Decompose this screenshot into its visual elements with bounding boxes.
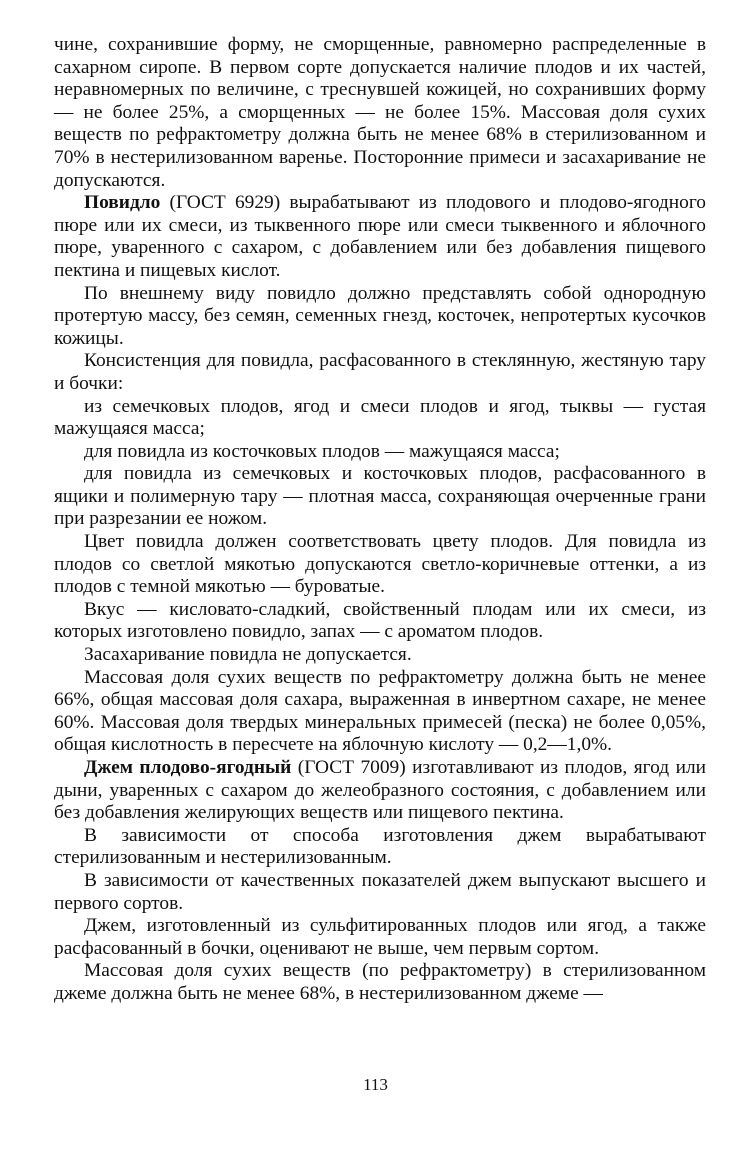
paragraph-continued: чине, сохранившие форму, не сморщенные, равномерно распределенные в сахарном сиропе. В первом сорте допускается наличие плодов и их частей, неравномерных по величине, с треснувшей кожицей, но сохранивших форму — не более 25%, а сморщенных — не более 15%. Массовая доля сухих веществ по рефрактометру должна быть не менее 68% в стерилизованном и 70% в нестерилизованном варенье. Посторонние примеси и засахаривание не допускаются.	[54, 34, 706, 191]
paragraph-jam-dry-matter: Массовая доля сухих веществ (по рефрактометру) в стерилизованном джеме должна быть не менее 68%, в нестерилизованном джеме —	[54, 960, 706, 1004]
list-item-pome-fruits: из семечковых плодов, ягод и смеси плодов и ягод, тыквы — густая мажущаяся масса;	[54, 395, 706, 440]
list-item-stone-fruits: для повидла из косточковых плодов — мажущаяся масса;	[84, 440, 560, 462]
paragraph-povidlo-definition	[54, 192, 706, 282]
paragraph-appearance: По внешнему виду повидло должно представлять собой однородную протертую массу, без семян, семенных гнезд, косточек, непротертых кусочков кожицы.	[54, 282, 706, 349]
paragraph-jam-method: В зависимости от способа изготовления джем вырабатывают стерилизованным и нестерилизованным.	[54, 824, 706, 869]
term-jam: Джем плодово-ягодный	[84, 757, 292, 778]
list-item-boxes-polymer: для повидла из семечковых и косточковых плодов, расфасованного в ящики и полимерную тару — плотная масса, сохраняющая очерченные грани при разрезании ее ножом.	[54, 463, 706, 530]
page-body	[54, 34, 706, 1006]
paragraph-jam-definition-text: (ГОСТ 7009) изготавливают из плодов, ягод или дыни, уваренных с сахаром до желеобразного состояния, с добавлением или без добавления желирующих веществ или пищевого пектина.	[54, 757, 706, 824]
paragraph-dry-matter: Массовая доля сухих веществ по рефрактометру должна быть не менее 66%, общая массовая доля сахара, выраженная в инвертном сахаре, не менее 60%. Массовая доля твердых минеральных примесей (песка) не более 0,05%, общая кислотность в пересчете на яблочную кислоту — 0,2—1,0%.	[54, 666, 706, 756]
paragraph-jam-definition	[54, 757, 706, 825]
paragraph-jam-sulfited: Джем, изготовленный из сульфитированных плодов или ягод, а также расфасованный в бочки, оценивают не выше, чем первым сортом.	[54, 915, 706, 959]
paragraph-sugaring: Засахаривание повидла не допускается.	[84, 644, 412, 666]
page-number: 113	[363, 1075, 388, 1094]
paragraph-povidlo-definition-text: (ГОСТ 6929) вырабатывают из плодового и плодово-ягодного пюре или их смеси, из тыквенного пюре или смеси тыквенного и яблочного пюре, уваренного с сахаром, с добавлением или без добавления пищевого пектина и пищевых кислот.	[54, 192, 706, 281]
paragraph-color: Цвет повидла должен соответствовать цвету плодов. Для повидла из плодов со светлой мякотью допускаются светло-коричневые оттенки, а из плодов с темной мякотью — буроватые.	[54, 531, 706, 598]
paragraph-taste: Вкус — кисловато-сладкий, свойственный плодам или их смеси, из которых изготовлено повидло, запах — с ароматом плодов.	[54, 598, 706, 643]
term-povidlo: Повидло	[84, 192, 161, 214]
paragraph-jam-grades: В зависимости от качественных показателей джем выпускают высшего и первого сортов.	[54, 869, 706, 914]
paragraph-consistency: Консистенция для повидла, расфасованного в стеклянную, жестяную тару и бочки:	[54, 350, 706, 394]
